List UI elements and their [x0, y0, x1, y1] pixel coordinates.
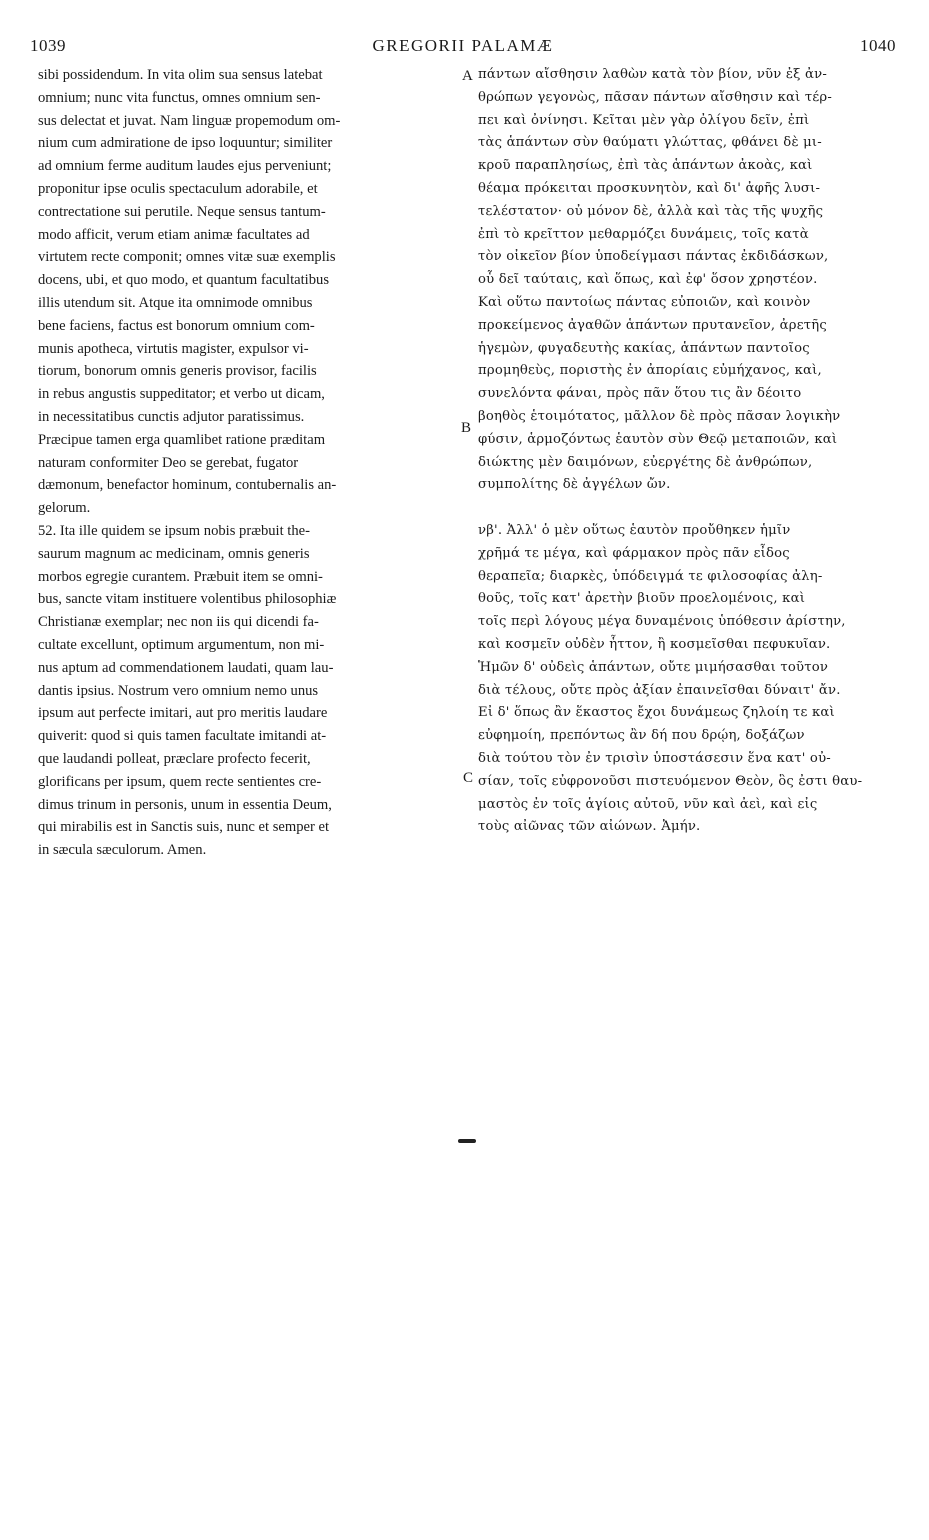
greek-text-line: οὗ δεῖ ταύταις, καὶ ὅπως, καὶ ἐφ' ὅσον χρηστέον. — [478, 272, 818, 288]
page-number-left: 1039 — [30, 36, 66, 55]
latin-text-line: cultate excellunt, optimum argumentum, non mi- — [38, 636, 325, 653]
greek-paragraph-1 — [478, 64, 898, 497]
greek-text-line: διώκτης μὲν δαιμόνων, εὐεργέτης δὲ ἀνθρώπων, — [478, 454, 813, 470]
latin-column — [38, 64, 458, 862]
page-number-right: 1040 — [860, 36, 896, 55]
greek-column — [478, 64, 898, 839]
greek-text-line: νβ'. Ἀλλ' ὁ μὲν οὕτως ἑαυτὸν προὔθηκεν ἡμῖν — [478, 522, 791, 538]
latin-text-line: illis utendum sit. Atque ita omnimode omnibus — [38, 294, 313, 311]
greek-text-line: πει καὶ ὀνίνησι. Κεῖται μὲν γὰρ ὀλίγου δεῖν, ἐπὶ — [478, 112, 810, 128]
greek-text-line: ἡγεμὼν, φυγαδευτὴς κακίας, ἁπάντων παντοῖος — [478, 340, 810, 356]
paragraph-gap — [478, 497, 898, 520]
latin-text-line: dæmonum, benefactor hominum, contubernalis an- — [38, 477, 337, 494]
latin-text-line: virtutem recte componit; omnes vitæ suæ exemplis — [38, 249, 336, 266]
greek-text-line: θρώπων γεγονὼς, πᾶσαν πάντων αἴσθησιν καὶ τέρ- — [478, 89, 833, 105]
latin-text-line: contrectatione sui perutile. Neque sensus tantum- — [38, 203, 326, 220]
greek-text-line: τοῖς περὶ λόγους μέγα δυναμένοις ὑπόθεσιν ἀρίστην, — [478, 614, 846, 630]
greek-paragraph-2 — [478, 520, 898, 839]
latin-text-line: nus aptum ad commendationem laudati, quam lau- — [38, 659, 334, 676]
running-header — [30, 36, 896, 60]
greek-text-line: Ἡμῶν δ' οὐδεὶς ἁπάντων, οὔτε μιμήσασθαι τοῦτον — [478, 659, 829, 675]
latin-text-line: quiverit: quod si quis tamen facultate imitandi at- — [38, 728, 327, 745]
latin-text-line: omnium; nunc vita functus, omnes omnium sen- — [38, 89, 321, 106]
latin-text-line: dantis ipsius. Nostrum vero omnium nemo unus — [38, 682, 319, 699]
greek-text-line: συμπολίτης δὲ ἀγγέλων ὤν. — [478, 477, 671, 493]
latin-text-line: ipsum aut perfecte imitari, aut pro meritis laudare — [38, 705, 328, 722]
latin-text-line: sus delectat et juvat. Nam linguæ propemodum om- — [38, 112, 341, 129]
greek-text-line: σίαν, τοῖς εὐφρονοῦσι πιστευόμενον Θεὸν, ὃς ἐστι θαυ- — [478, 773, 863, 789]
latin-text-line: in sæcula sæculorum. Amen. — [38, 842, 207, 859]
greek-text-line: διὰ τέλους, οὔτε πρὸς ἀξίαν ἐπαινεῖσθαι δύναιτ' ἄν. — [478, 682, 841, 698]
latin-text-line: dimus trinum in personis, unum in essentia Deum, — [38, 796, 332, 813]
latin-text-line: munis apotheca, virtutis magister, expulsor vi- — [38, 340, 309, 357]
greek-text-line: καὶ κοσμεῖν οὐδὲν ἧττον, ἢ κοσμεῖσθαι πεφυκυῖαν. — [478, 636, 831, 652]
latin-text-line: glorificans per ipsum, quem recte sentientes cre- — [38, 773, 322, 790]
greek-text-line: προμηθεὺς, ποριστὴς ἐν ἀπορίαις εὐμήχανος, καὶ, — [478, 363, 822, 379]
greek-text-line: τελέστατον· οὐ μόνον δὲ, ἀλλὰ καὶ τὰς τῆς ψυχῆς — [478, 203, 824, 219]
greek-text-line: εὐφημοίη, πρεπόντως ἂν δή που δρῴη, δοξάζων — [478, 728, 805, 744]
latin-text-line: in rebus angustis suppeditator; et verbo ut dicam, — [38, 386, 325, 403]
greek-text-line: Εἰ δ' ὅπως ἂν ἕκαστος ἔχοι δυνάμεως ζηλοίη τε καὶ — [478, 705, 835, 721]
latin-text-line: qui mirabilis est in Sanctis suis, nunc et semper et — [38, 819, 330, 836]
greek-text-line: χρῆμά τε μέγα, καὶ φάρμακον πρὸς πᾶν εἶδος — [478, 545, 790, 561]
greek-text-line: μαστὸς ἐν τοῖς ἁγίοις αὐτοῦ, νῦν καὶ ἀεὶ, καὶ εἰς — [478, 796, 818, 812]
greek-text-line: ἐπὶ τὸ κρεῖττον μεθαρμόζει δυνάμεις, τοῖς κατὰ — [478, 226, 809, 242]
latin-text-line: saurum magnum ac medicinam, omnis generis — [38, 545, 310, 562]
greek-text-line: θέαμα πρόκειται προσκυνητὸν, καὶ δι' ἀφῆς λυσι- — [478, 180, 821, 196]
greek-text-line: συνελόντα φάναι, πρὸς πᾶν ὅτου τις ἂν δέοιτο — [478, 386, 802, 402]
latin-text-line: modo afficit, verum etiam animæ facultates ad — [38, 226, 310, 243]
margin-marker-c: C — [463, 770, 474, 786]
latin-text-line: 52. Ita ille quidem se ipsum nobis præbuit the- — [38, 522, 310, 539]
greek-text-line: τὸν οἰκεῖον βίον ὑποδείγμασι πάντας ἐκδιδάσκων, — [478, 249, 829, 265]
greek-text-line: τὰς ἁπάντων σὺν θαύματι γλώττας, φθάνει δὲ μι- — [478, 135, 822, 151]
latin-text-line: docens, ubi, et quo modo, et quantum facultatibus — [38, 272, 330, 289]
margin-marker-a: A — [462, 68, 473, 84]
latin-text-line: que laudandi polleat, præclare profecto fecerit, — [38, 750, 311, 767]
greek-text-line: κροῦ παραπλησίως, ἐπὶ τὰς ἁπάντων ἀκοὰς, καὶ — [478, 158, 813, 174]
greek-text-line: προκείμενος ἀγαθῶν ἁπάντων πρυτανεῖον, ἀρετῆς — [478, 317, 827, 333]
latin-text-line: bene faciens, factus est bonorum omnium com- — [38, 317, 315, 334]
greek-text-line: διὰ τούτου τὸν ἐν τρισὶν ὑποστάσεσιν ἕνα κατ' οὐ- — [478, 750, 831, 766]
latin-text-line: naturam conformiter Deo se gerebat, fugator — [38, 454, 299, 471]
greek-text-line: θοῦς, τοῖς κατ' ἀρετὴν βιοῦν προελομένοις, καὶ — [478, 591, 806, 607]
latin-text-line: Præcipue tamen erga quamlibet ratione præditam — [38, 431, 326, 448]
latin-text-line: nium cum admiratione de ipso loquuntur; similiter — [38, 135, 333, 152]
latin-text-line: morbos egregie curantem. Præbuit item se omni- — [38, 568, 323, 585]
greek-text-line: τοὺς αἰῶνας τῶν αἰώνων. Ἀμήν. — [478, 819, 701, 835]
greek-text-line: Καὶ οὕτω παντοίως πάντας εὐποιῶν, καὶ κοινὸν — [478, 294, 811, 310]
latin-text-line: tiorum, bonorum omnis generis provisor, facilis — [38, 363, 317, 380]
greek-text-line: θεραπεῖα; διαρκὲς, ὑπόδειγμά τε φιλοσοφίας ἀλη- — [478, 568, 823, 584]
greek-text-line: φύσιν, ἁρμοζόντως ἑαυτὸν σὺν Θεῷ μεταποιῶν, καὶ — [478, 431, 838, 447]
latin-text-line: sibi possidendum. In vita olim sua sensus latebat — [38, 67, 323, 83]
margin-marker-b: B — [461, 420, 472, 436]
page-dash-mark — [458, 1139, 476, 1143]
latin-text-line: gelorum. — [38, 500, 91, 517]
latin-text-line: proponitur ipse oculis spectaculum adorabile, et — [38, 180, 318, 197]
latin-text-line: bus, sancte vitam instituere volentibus philosophiæ — [38, 591, 337, 608]
latin-text-line: in necessitatibus cunctis adjutor paratissimus. — [38, 408, 305, 425]
greek-text-line: πάντων αἴσθησιν λαθὼν κατὰ τὸν βίον, νῦν ἐξ ἀν- — [478, 67, 827, 82]
latin-text-line: ad omnium ferme auditum laudes ejus perveniunt; — [38, 158, 332, 175]
latin-text-line: Christianæ exemplar; nec non iis qui dicendi fa- — [38, 614, 319, 631]
greek-text-line: βοηθὸς ἑτοιμότατος, μᾶλλον δὲ πρὸς πᾶσαν λογικὴν — [478, 408, 841, 424]
running-title: GREGORII PALAMÆ — [372, 36, 554, 55]
